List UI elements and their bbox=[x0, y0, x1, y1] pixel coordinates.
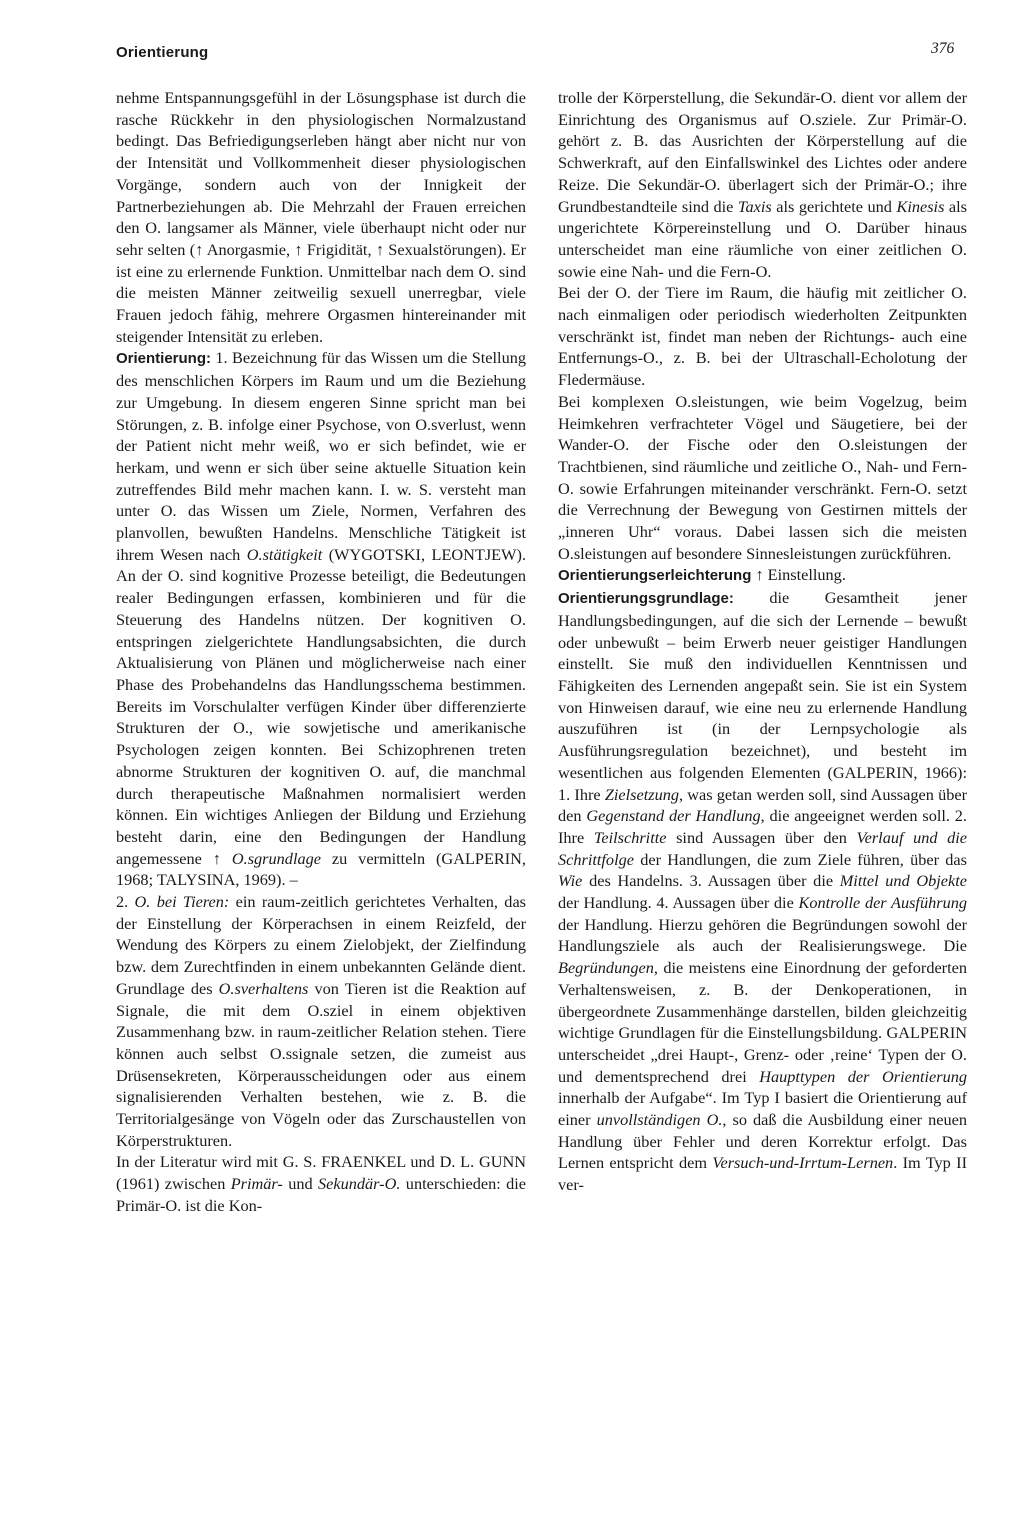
running-head: Orientierung bbox=[116, 44, 209, 61]
entry-headword: Orientierung: bbox=[116, 350, 212, 368]
italic-term: Haupttypen der Orientierung bbox=[759, 1066, 967, 1086]
entry-paragraph bbox=[116, 347, 526, 891]
body-text: der Handlungen, die zum Ziele führen, über das bbox=[633, 849, 967, 869]
body-text: 2. bbox=[116, 892, 135, 912]
body-text: der Handlung. 4. Aussagen über die bbox=[558, 893, 799, 913]
italic-term: O.sgrundlage bbox=[231, 848, 321, 868]
text-paragraph bbox=[558, 282, 967, 391]
entry-headword: Orientierungsgrundlage: bbox=[558, 590, 734, 608]
text-paragraph bbox=[558, 87, 967, 282]
body-text: als gerichtete und bbox=[771, 196, 897, 216]
body-text: des Handelns. 3. Aussagen über die bbox=[582, 871, 840, 891]
italic-term: Taxis bbox=[737, 196, 772, 216]
body-text: Bei der O. der Tiere im Raum, die häufig mit zeitlicher O. nach einmaligen oder periodisch wiederholten Zeitpunkten verschränkt ist, findet man neben der Richtungs- auch eine Entfernungs-O., z. B. bei der Ultraschall-Echolotung der Fledermäuse. bbox=[558, 283, 967, 390]
left-column bbox=[116, 87, 526, 1217]
entry-paragraph bbox=[558, 587, 967, 1196]
italic-term: Kinesis bbox=[896, 196, 945, 216]
body-text: ein raum-zeitlich gerichtetes Verhalten, das der Einstellung der Körperachsen in einem Reizfeld, der Wendung des Körpers zu einem Zielobjekt, der Zielfindung bzw. dem Zurechtfinden in einem unbekannten Gelände dient. Grundlage des bbox=[116, 892, 527, 998]
body-text: sind Aussagen über den bbox=[666, 827, 857, 847]
body-text: nehme Entspannungsgefühl in der Lösungsphase ist durch die rasche Rückkehr in den physiologischen Normalzustand bedingt. Das Befriedigungserleben hängt aber nicht nur von der Intensität und Vollkommenheit dieser physiologischen Vorgänge, sondern auch von der Innigkeit der Partnerbeziehungen ab. Die Mehrzahl der Frauen erreichen den O. langsamer als Männer, viele überhaupt nicht oder nur sehr selten (↑ Anorgasmie, ↑ Frigidität, ↑ Sexualstörungen). Er ist eine zu erlernende Funktion. Unmittelbar nach dem O. sind die meisten Männer zeitweilig sexuell unerregbar, viele Frauen jedoch fähig, mehrere Orgasmen hintereinander mit steigender Intensität zu erleben. bbox=[116, 88, 526, 346]
body-text: 1. Bezeichnung für das Wissen um die Stellung des menschlichen Körpers im Raum und um die Beziehung zur Umgebung. In diesem engeren Sinne spricht man bei Störungen, z. B. infolge einer Psychose, von O.sverlust, wenn der Patient nicht mehr weiß, wo er sich befindet, wie er herkam, und wenn er sich über seine aktuelle Situation kein zutreffendes Bild mehr machen kann. I. w. S. versteht man unter O. das Wissen um Ziele, Normen, Verfahren des planvollen, bewußten Handelns. Menschliche Tätigkeit ist ihrem Wesen nach bbox=[116, 348, 526, 564]
body-text: zu vermitteln (GALPERIN, 1968; TALYSINA, 1969). – bbox=[116, 848, 527, 890]
text-paragraph bbox=[116, 87, 526, 347]
text-paragraph bbox=[116, 1151, 526, 1216]
body-text: unterschieden: die Primär-O. ist die Kon- bbox=[116, 1174, 526, 1215]
body-text: die Gesamtheit jener Handlungsbedingungen, auf die sich der Lernende – bewußt oder unbewußt – beim Erwerb neuer geistiger Handlungen einstellt. Sie muß den individuellen Kenntnissen und Fähigkeiten des Lernenden angepaßt sein. Sie ist ein System von Hinweisen darauf, wie eine neu zu erlernende Handlung auszuführen ist (in der Lernpsychologie als Ausführungsregulation bezeichnet), und besteht im wesentlichen aus folgenden Elementen (GALPERIN, 1966): 1. Ihre bbox=[558, 588, 967, 804]
italic-term: O. bei Tieren: bbox=[134, 892, 230, 912]
italic-term: Verlauf und die Schrittfolge bbox=[558, 827, 968, 869]
italic-term: Mittel und Objekte bbox=[839, 871, 967, 891]
body-text: von Tieren ist die Reaktion auf Signale, die mit dem O.sziel in einem objektiven Zusammenhang bzw. in raum-zeitlicher Relation stehen. Tiere können auch selbst O.ssignale setzen, die zumeist aus Drüsensekreten, Körperausscheidungen oder aus einem signalisierenden Verhalten bestehen, wie z. B. die Territorialgesänge von Vögeln oder das Zurschaustellen von Körperstrukturen. bbox=[116, 978, 526, 1150]
body-text: , die angeeignet werden soll. 2. Ihre bbox=[558, 806, 967, 847]
italic-term: Primär- bbox=[230, 1174, 283, 1194]
italic-term: unvollständigen O. bbox=[596, 1110, 723, 1130]
italic-term: O.stätigkeit bbox=[246, 544, 323, 564]
body-text: und bbox=[282, 1174, 319, 1194]
body-text: , was getan werden soll, sind Aussagen über den bbox=[558, 784, 967, 826]
italic-term: O.sverhaltens bbox=[218, 978, 309, 998]
body-text: (WYGOTSKI, LEONTJEW). An der O. sind kognitive Prozesse beteiligt, die Bedeutungen realer Bedingungen erfassen, kombinieren und für die Steuerung des Handelns nützen. Der kognitiven O. entspringen zielgerichtete Handlungsabsichten, die durch Aktualisierung von Plänen und möglicherweise nach einer Phase des Probehandelns das Handlungsschema bestimmen. Bereits im Vorschulalter verfügen Kinder über differenzierte Strukturen der O., wie sowjetische und amerikanische Psychologen zeigen konnten. Bei Schizophrenen treten abnorme Strukturen der kognitiven O. auf, die manchmal durch therapeutische Maßnahmen normalisiert werden können. Ein wichtiges Anliegen der Bildung und Erziehung besteht darin, eine den Bedingungen der Handlung angemessene ↑ bbox=[116, 544, 526, 868]
body-text: trolle der Körperstellung, die Sekundär-O. dient vor allem der Einrichtung des Organismus auf O.sziele. Zur Primär-O. gehört z. B. das Ausrichten der Körperstellung auf die Schwerkraft, auf den Einfallswinkel des Lichtes oder andere Reize. Die Sekundär-O. überlagert sich der Primär-O.; ihre Grundbestandteile sind die bbox=[558, 88, 967, 216]
body-text: In der Literatur wird mit G. S. FRAENKEL und D. L. GUNN (1961) zwischen bbox=[116, 1152, 526, 1194]
italic-term: Zielsetzung bbox=[604, 784, 679, 804]
body-text: innerhalb der Aufgabe“. Im Typ I basiert die Orientierung auf einer bbox=[558, 1088, 967, 1130]
text-paragraph bbox=[558, 391, 967, 565]
body-text: ↑ Einstellung. bbox=[751, 565, 846, 585]
body-text: als ungerichtete Körpereinstellung und O. Darüber hinaus unterscheidet man eine räumliche von einer zeitlichen O. sowie eine Nah- und die Fern-O. bbox=[558, 196, 968, 281]
italic-term: Begründungen bbox=[558, 958, 654, 978]
body-text: , die meistens eine Einordnung der geforderten Verhaltensweisen, z. B. der Denkoperationen, in übergeordnete Zusammenhänge darstellen, bilden gleichzeitig wichtige Grundlagen für die Einstellungsbildung. GALPERIN unterscheidet „drei Haupt-, Grenz- oder ‚reine‘ Typen der O. und dementsprechend drei bbox=[558, 958, 967, 1086]
italic-term: Teilschritte bbox=[593, 827, 667, 847]
text-paragraph bbox=[116, 891, 526, 1151]
page-number: 376 bbox=[931, 40, 955, 57]
italic-term: Wie bbox=[558, 871, 583, 891]
right-column bbox=[558, 87, 967, 1196]
body-text: . Im Typ II ver- bbox=[558, 1153, 967, 1195]
italic-term: Sekundär-O. bbox=[318, 1174, 401, 1194]
entry-headword: Orientierungserleichterung bbox=[558, 567, 752, 585]
entry-paragraph bbox=[558, 564, 967, 587]
body-text: der Handlung. Hierzu gehören die Begründungen sowohl der Handlungsziele als auch der Realisierungswege. Die bbox=[558, 914, 967, 956]
italic-term: Kontrolle der Ausführung bbox=[798, 893, 967, 913]
body-text: Bei komplexen O.sleistungen, wie beim Vogelzug, beim Heimkehren verfrachteter Vögel und Säugetiere, bei der Wander-O. der Fische oder den O.sleistungen der Trachtbienen, sind räumliche und zeitliche O., Nah- und Fern-O. sowie Erfahrungen miteinander verschränkt. Fern-O. setzt die Verrechnung der Bewegung von Gestirnen mittels der „inneren Uhr“ voraus. Dabei lassen sich die meisten O.sleistungen auf besondere Sinnesleistungen zurückführen. bbox=[558, 391, 967, 563]
italic-term: Versuch-und-Irrtum-Lernen bbox=[712, 1153, 894, 1173]
body-text: , so daß die Ausbildung einer neuen Handlung über Fehler und deren Korrektur erfolgt. Das Lernen entspricht dem bbox=[558, 1110, 967, 1173]
italic-term: Gegenstand der Handlung bbox=[586, 806, 761, 826]
